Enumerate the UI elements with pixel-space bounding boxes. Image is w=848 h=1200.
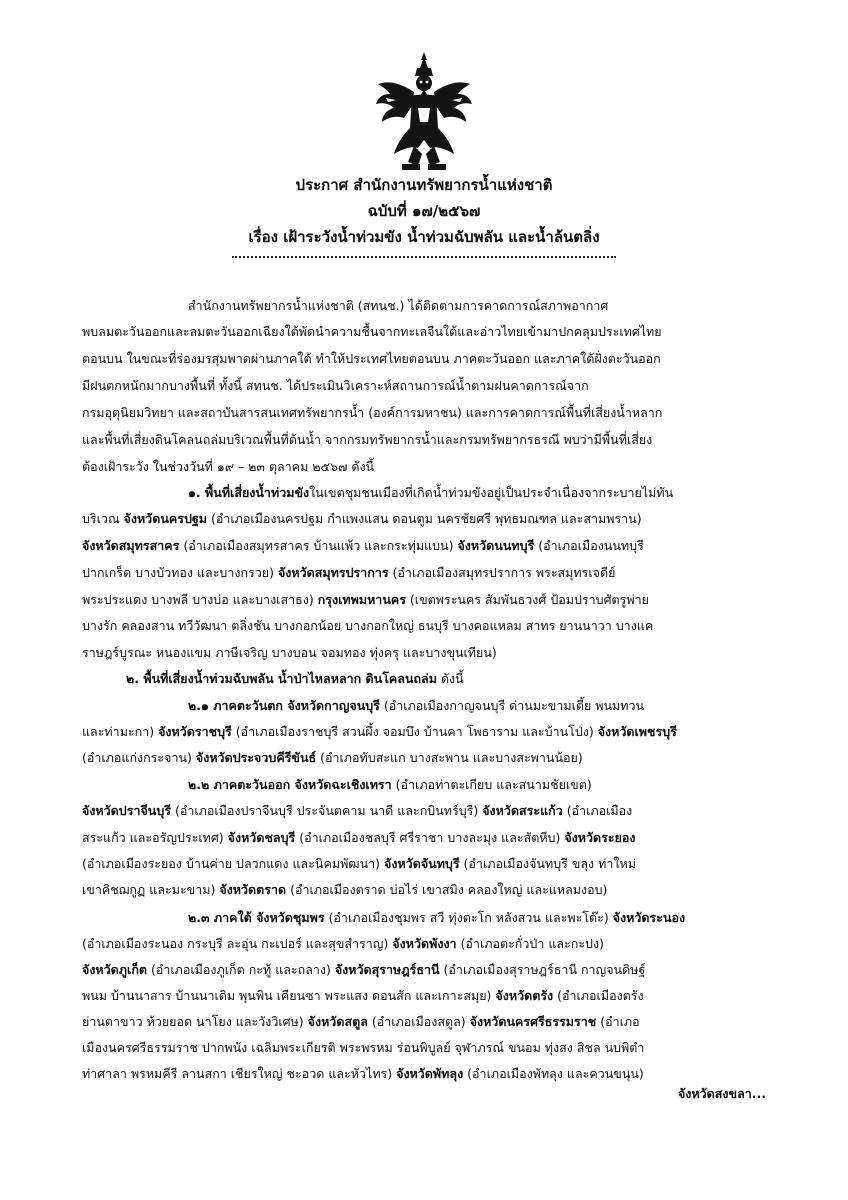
text-run: (อำเภอเมืองราชบุรี สวนผึ้ง จอมบึง บ้านคา โพธาราม และบ้านโป่ง)	[231, 724, 598, 739]
dotted-separator	[232, 256, 616, 258]
text-run: (อำเภอเมือง	[562, 803, 633, 818]
text-run: กรมอุตุนิยมวิทยา และสถาบันสารสนเทศทรัพยากรน้ำ (องค์การมหาชน) และการคาดการณ์พื้นที่เสี่ยงน้ำหลาก	[82, 405, 663, 420]
text-run: (อำเภอเมืองชลบุรี ศรีราชา บางละมุง และสัตหีบ)	[295, 830, 565, 845]
text-run: พนม บ้านนาสาร บ้านนาเดิม พุนพิน เคียนซา พระแสง ดอนสัก และเกาะสมุย)	[82, 988, 496, 1003]
bold-run: ๒.๑ ภาคตะวันตก จังหวัดกาญจนบุรี	[188, 698, 380, 713]
bold-run: จังหวัดสมุทรสาคร	[82, 538, 180, 553]
body-line	[188, 481, 673, 505]
text-run: (อำเภอเมืองนนทบุรี	[534, 538, 644, 553]
text-run: (เขตพระนคร สัมพันธวงศ์ ป้อมปราบศัตรูพ่าย	[405, 592, 649, 607]
bold-run: ๑. พื้นที่เสี่ยงน้ำท่วมขัง	[188, 485, 310, 500]
body-line	[82, 984, 644, 1008]
bold-run: จังหวัดระยอง	[564, 830, 636, 845]
bold-run: จังหวัดภูเก็ต	[82, 962, 148, 977]
body-line	[82, 428, 652, 452]
text-run: ดังนี้	[436, 671, 464, 686]
text-run: และพื้นที่เสี่ยงดินโคลนถล่มบริเวณพื้นที่ต้นน้ำ จากกรมทรัพยากรน้ำและกรมทรัพยากรธรณี พบว่ามีพื้นที่เสี่ยง	[82, 432, 653, 447]
body-line	[126, 667, 464, 691]
body-line	[82, 878, 607, 902]
body-line	[188, 294, 608, 318]
body-line	[82, 320, 662, 344]
bold-run: จังหวัดระนอง	[612, 910, 686, 925]
text-run: (อำเภอ	[596, 1014, 640, 1029]
text-run: และท่ามะกา)	[82, 724, 159, 739]
body-line	[82, 1010, 640, 1034]
body-line	[82, 401, 662, 425]
text-run: ในเขตชุมชนเมืองที่เกิดน้ำท่วมขังอยู่เป็นประจำเนื่องจากระบายไม่ทัน	[309, 485, 674, 500]
bold-run: ๒.๒ ภาคตะวันออก จังหวัดฉะเชิงเทรา	[188, 777, 392, 792]
body-line	[82, 720, 677, 744]
bold-run: จังหวัดพัทลุง	[396, 1066, 464, 1081]
bold-run: จังหวัดนนทบุรี	[457, 538, 535, 553]
text-run: (อำเภอแก่งกระจาน)	[82, 750, 196, 765]
text-run: (อำเภอเมืองพัทลุง และควนขนุน)	[463, 1066, 644, 1081]
body-line	[82, 641, 497, 665]
bold-run: จังหวัดตราด	[219, 882, 287, 897]
text-run: (อำเภอเมืองสตูล)	[367, 1014, 470, 1029]
body-line	[82, 561, 615, 585]
announcement-subject: เรื่อง เฝ้าระวังน้ำท่วมขัง น้ำท่วมฉับพลัน และน้ำล้นตลิ่ง	[248, 228, 600, 246]
text-run: เขาคิชฌกูฏ และมะขาม)	[82, 882, 220, 897]
body-line	[82, 746, 583, 770]
body-line	[82, 507, 642, 531]
text-run: (อำเภอเมืองจันทบุรี ขลุง ท่าใหม่	[459, 856, 636, 871]
bold-run: จังหวัดตรัง	[495, 988, 554, 1003]
body-line	[188, 694, 644, 718]
text-run: (อำเภอเมืองตรัง	[553, 988, 644, 1003]
bold-run: จังหวัดประจวบคีรีขันธ์	[195, 750, 317, 765]
bold-run: จังหวัดนครศรีธรรมราช	[469, 1014, 597, 1029]
text-run: (อำเภอเมืองสมุทรสาคร บ้านแพ้ว และกระทุ่มแบน)	[179, 538, 458, 553]
text-run: ต้องเฝ้าระวัง ในช่วงวันที่ ๑๙ – ๒๓ ตุลาคม ๒๕๖๗ ดังนี้	[82, 459, 375, 474]
text-run: บริเวณ	[82, 511, 124, 526]
text-run: (อำเภอตะกั่วป่า และกะปง)	[456, 936, 604, 951]
text-run: พบลมตะวันออกและลมตะวันออกเฉียงใต้พัดนำความชื้นจากทะเลจีนใต้และอ่าวไทยเข้ามาปกคลุมประเทศไทย	[82, 324, 662, 339]
announcement-number: ฉบับที่ ๑๗/๒๕๖๗	[367, 202, 481, 220]
text-run: (อำเภอท่าตะเกียบ และสนามชัยเขต)	[391, 777, 592, 792]
text-run: มีฝนตกหนักมากบางพื้นที่ ทั้งนี้ สทนช. ได้ประเมินวิเคราะห์สถานการณ์น้ำตามฝนคาดการณ์จาก	[82, 378, 589, 393]
bold-run: จังหวัดสระแก้ว	[482, 803, 563, 818]
announcement-title: ประกาศ สำนักงานทรัพยากรน้ำแห่งชาติ	[295, 176, 553, 194]
body-line	[82, 958, 645, 982]
text-run: ท่าศาลา พรหมคีรี ลานสกา เชียรใหญ่ ชะอวด และหัวไทร)	[82, 1066, 397, 1081]
bold-run: จังหวัดนครปฐม	[123, 511, 208, 526]
body-line	[82, 588, 649, 612]
body-line	[82, 534, 644, 558]
bold-run: จังหวัดสมุทรปราการ	[277, 565, 389, 580]
body-line	[82, 1036, 644, 1060]
body-line	[82, 932, 604, 956]
bold-run: จังหวัดชลบุรี	[227, 830, 296, 845]
body-line	[82, 455, 374, 479]
text-run: ราษฎร์บูรณะ หนองแขม ภาษีเจริญ บางบอน จอมทอง ทุ่งครุ และบางขุนเทียน)	[82, 645, 497, 660]
body-line	[188, 906, 685, 930]
bold-run: จังหวัดเพชรบุรี	[597, 724, 677, 739]
bold-run: จังหวัดจันทบุรี	[384, 856, 460, 871]
bold-run: จังหวัดราชบุรี	[158, 724, 232, 739]
text-run: (อำเภอเมืองนครปฐม กำแพงแสน ดอนตูม นครชัยศรี พุทธมณฑล และสามพราน)	[207, 511, 642, 526]
text-run: (อำเภอเมืองชุมพร สวี ทุ่งตะโก หลังสวน และพะโต๊ะ)	[324, 910, 613, 925]
text-run: บางรัก คลองสาน ทวีวัฒนา ตลิ่งชัน บางกอกน้อย บางกอกใหญ่ ธนบุรี บางคอแหลม สาทร ยานนาวา บางแค	[82, 618, 654, 633]
body-line	[82, 374, 589, 398]
body-line	[82, 347, 661, 371]
text-run: ปากเกร็ด บางบัวทอง และบางกรวย)	[82, 565, 278, 580]
bold-run: จังหวัดสุราษฎร์ธานี	[334, 962, 440, 977]
text-run: (อำเภอเมืองปราจีนบุรี ประจันตคาม นาดี และกบินทร์บุรี)	[171, 803, 483, 818]
text-run: ย่านตาขาว ห้วยยอด นาโยง และวังวิเศษ)	[82, 1014, 308, 1029]
bold-run: จังหวัดพังงา	[392, 936, 457, 951]
bold-run: จังหวัดสตูล	[307, 1014, 368, 1029]
text-run: (อำเภอเมืองกาญจนบุรี ด่านมะขามเตี้ย พนมทวน	[379, 698, 645, 713]
bold-run: จังหวัดปราจีนบุรี	[82, 803, 171, 818]
body-line	[188, 773, 592, 797]
body-line	[82, 799, 632, 823]
text-run: (อำเภอเมืองสมุทรปราการ พระสมุทรเจดีย์	[388, 565, 616, 580]
text-run: (อำเภอเมืองระยอง บ้านค่าย ปลวกแดง และนิคมพัฒนา)	[82, 856, 385, 871]
bold-run: ๒. พื้นที่เสี่ยงน้ำท่วมฉับพลัน น้ำป่าไหลหลาก ดินโคลนถล่ม	[126, 671, 437, 686]
text-run: สระแก้ว และอรัญประเทศ)	[82, 830, 228, 845]
body-line	[82, 614, 653, 638]
text-run: พระประแดง บางพลี บางบ่อ และบางเสาธง)	[82, 592, 318, 607]
text-run: (อำเภอเมืองตราด บ่อไร่ เขาสมิง คลองใหญ่ และแหลมงอบ)	[286, 882, 608, 897]
bold-run: กรุงเทพมหานคร	[317, 592, 406, 607]
body-line	[82, 826, 636, 850]
text-run: สำนักงานทรัพยากรน้ำแห่งชาติ (สทนช.) ได้ติดตามการคาดการณ์สภาพอากาศ	[188, 298, 609, 313]
text-run: เมืองนครศรีธรรมราช ปากพนัง เฉลิมพระเกียรติ พระพรหม ร่อนพิบูลย์ จุฬาภรณ์ ขนอม ทุ่งสง สิชล นบพิตำ	[82, 1040, 645, 1055]
continuation-note: จังหวัดสงขลา...	[677, 1086, 766, 1101]
text-run: (อำเภอทับสะแก บางสะพาน และบางสะพานน้อย)	[316, 750, 583, 765]
text-run: (อำเภอเมืองระนอง กระบุรี ละอุ่น กะเปอร์ และสุขสำราญ)	[82, 936, 393, 951]
body-line	[82, 852, 636, 876]
garuda-emblem-icon	[372, 50, 476, 172]
text-run: (อำเภอเมืองสุราษฎร์ธานี กาญจนดิษฐ์	[439, 962, 646, 977]
bold-run: ๒.๓ ภาคใต้ จังหวัดชุมพร	[188, 910, 325, 925]
text-run: (อำเภอเมืองภูเก็ต กะทู้ และถลาง)	[147, 962, 335, 977]
text-run: ตอนบน ในขณะที่ร่องมรสุมพาดผ่านภาคใต้ ทำให้ประเทศไทยตอนบน ภาคตะวันออก และภาคใต้ฝั่งตะวันออก	[82, 351, 661, 366]
